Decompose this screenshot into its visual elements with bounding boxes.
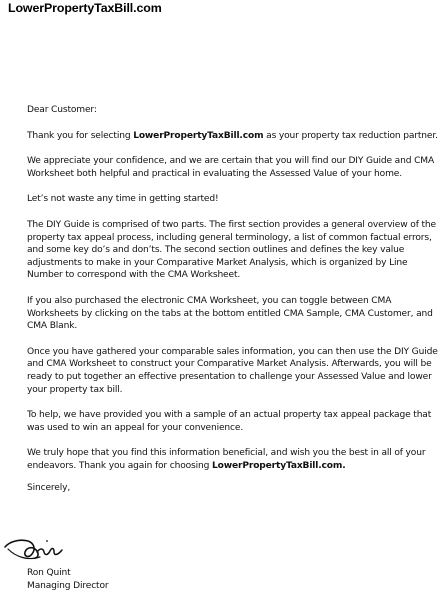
closing: Sincerely, [27, 483, 71, 494]
paragraph-sample-package: To help, we have provided you with a sample of an actual property tax appeal package that was used to win an appeal for your convenience. [27, 410, 432, 433]
salutation: Dear Customer: [27, 105, 97, 115]
paragraph-text: We truly hope that you find this information beneficial, and wish you the best in all of your endeavors. Thank you again for choosing [27, 448, 426, 471]
signature-image [2, 527, 72, 565]
signer-name: Ron Quint [27, 568, 71, 578]
paragraph-comparable-sales: Once you have gathered your comparable sales information, you can then use the DIY Guide and CMA Worksheet to construct your Comparative Market Analysis. Afterwards, you will be ready to put together an effective presentation to challenge your Assessed Value and lower your property tax bill. [27, 346, 438, 395]
company-logo: LowerPropertyTaxBill.com [8, 1, 162, 15]
paragraph-thank-you [27, 130, 445, 143]
paragraph-cma-worksheet: If you also purchased the electronic CMA Worksheet, you can toggle between CMA Worksheets by clicking on the tabs at the bottom entitled CMA Sample, CMA Customer, and CMA Blank. [27, 295, 433, 332]
brand-name: LowerPropertyTaxBill.com. [212, 460, 346, 471]
paragraph-appreciation: We appreciate your confidence, and we are certain that you will find our DIY Guide and CMA Worksheet both helpful and practical in evaluating the Assessed Value of your home. [27, 156, 435, 179]
signer-title: Managing Director [27, 581, 109, 591]
paragraph-get-started: Let’s not waste any time in getting started! [27, 194, 219, 205]
brand-name: LowerPropertyTaxBill.com [133, 130, 264, 141]
paragraph-text: as your property tax reduction partner. [263, 130, 438, 141]
letter-body [27, 104, 445, 508]
paragraph-diy-guide: The DIY Guide is comprised of two parts. The first section provides a general overview of the property tax appeal process, including general terminology, a list of common factual errors, and some key do’s and don’ts. The second section outlines and defines the key value adjustments to make in your Comparative Market Analysis, which is organized by Line Number to correspond with the CMA Worksheet. [27, 219, 436, 281]
paragraph-closing-thanks [27, 447, 445, 472]
paragraph-text: Thank you for selecting [27, 130, 134, 141]
